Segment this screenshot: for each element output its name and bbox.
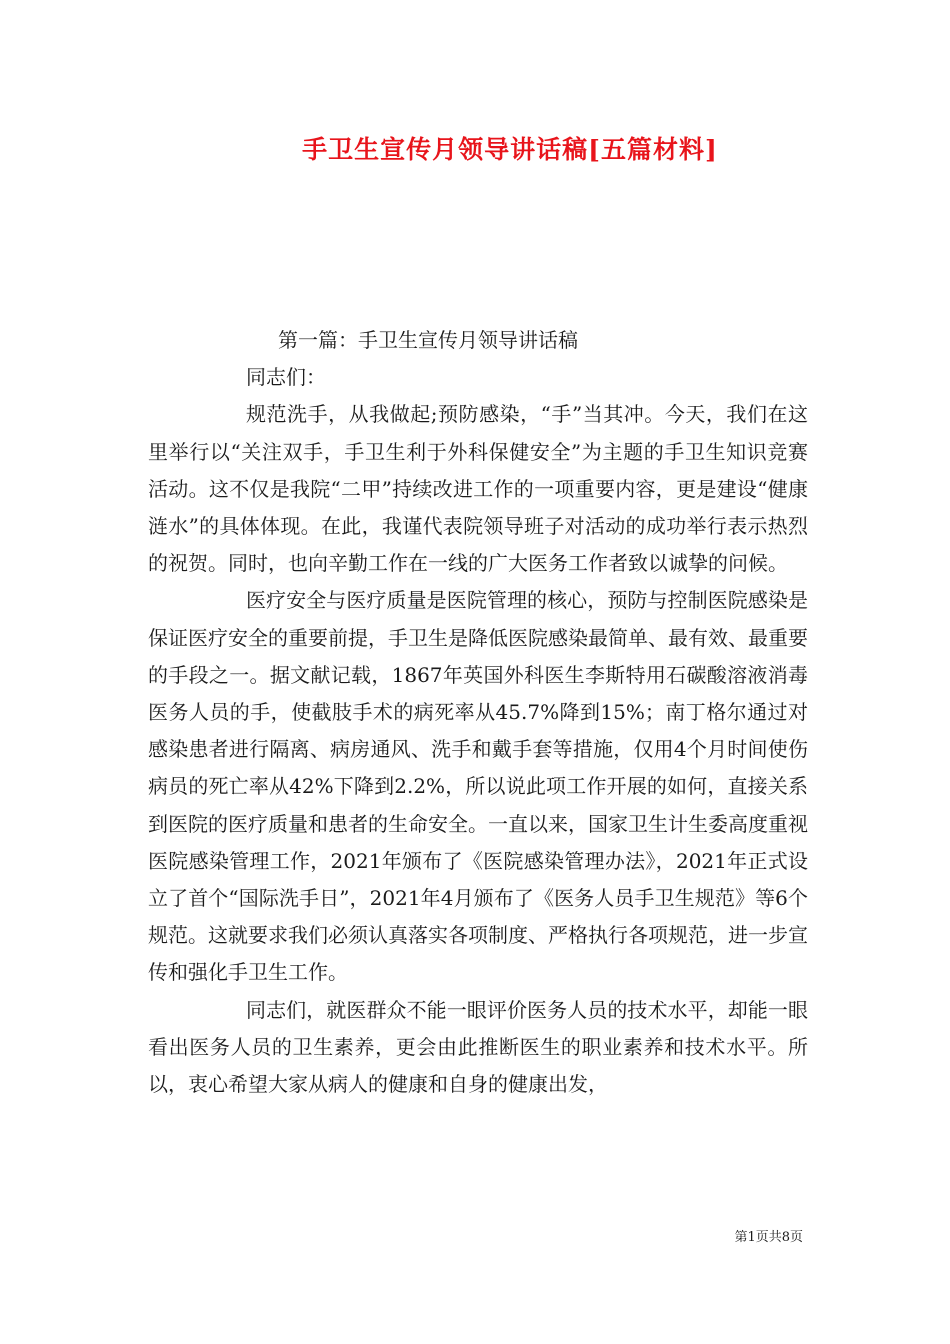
paragraph-3: 同志们，就医群众不能一眼评价医务人员的技术水平，却能一眼看出医务人员的卫生素养，更会由此推断医生的职业素养和技术水平。所以，衷心希望大家从病人的健康和自身的健康出发， [148, 997, 808, 1097]
paragraph-1: 规范洗手，从我做起;预防感染，“手”当其冲。今天，我们在这里举行以“关注双手，手卫生利于外科保健安全”为主题的手卫生知识竞赛活动。这不仅是我院“二甲”持续改进工作的一项重要内容，更是建设“健康涟水”的具体体现。在此，我谨代表院领导班子对活动的成功举行表示热烈的祝贺。同时，也向辛勤工作在一线的广大医务工作者致以诚挚的问候。 [148, 402, 808, 576]
salutation: 同志们： [246, 365, 326, 390]
document-title: 手卫生宣传月领导讲话稿[五篇材料] [302, 135, 718, 164]
document-body [148, 322, 808, 1103]
section-heading: 第一篇：手卫生宣传月领导讲话稿 [278, 328, 578, 352]
paragraph-2: 医疗安全与医疗质量是医院管理的核心，预防与控制医院感染是保证医疗安全的重要前提，手卫生是降低医院感染最简单、最有效、最重要的手段之一。据文献记载，1867年英国外科医生李斯特用石碳酸溶液消毒医务人员的手，使截肢手术的病死率从45.7%降到15%；南丁格尔通过对感染患者进行隔离、病房通风、洗手和戴手套等措施，仅用4个月时间使伤病员的死亡率从42%下降到2.2%，所以说此项工作开展的如何，直接关系到医院的医疗质量和患者的生命安全。一直以来，国家卫生计生委高度重视医院感染管理工作，2021年颁布了《医院感染管理办法》，2021年正式设立了首个“国际洗手日”，2021年4月颁布了《医务人员手卫生规范》等6个规范。这就要求我们必须认真落实各项制度、严格执行各项规范，进一步宣传和强化手卫生工作。 [148, 588, 808, 985]
page-number-footer: 第1页共8页 [734, 1230, 803, 1245]
